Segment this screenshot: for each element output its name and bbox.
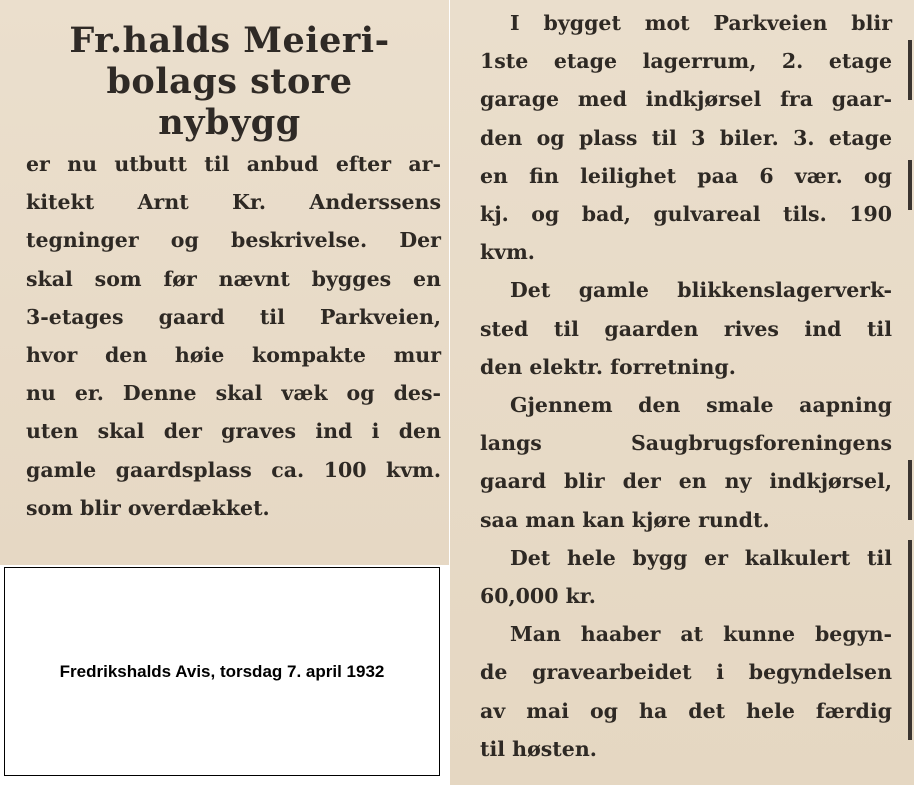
text-line: 1ste etage lagerrum, 2. etage — [480, 49, 892, 74]
text-line: 3-etages gaard til Parkveien, — [26, 304, 441, 329]
text-line: kvm. — [480, 240, 535, 265]
text-line: sted til gaarden rives ind til — [480, 316, 892, 341]
text-line: Det hele bygg er kalkulert til — [510, 545, 892, 570]
text-line: langs Saugbrugsforeningens — [480, 431, 892, 456]
column-rule-mark — [908, 540, 912, 740]
text-line: til høsten. — [480, 736, 597, 761]
text-line: hvor den høie kompakte mur — [26, 343, 441, 368]
text-line: skal som før nævnt bygges en — [26, 266, 441, 291]
text-line: Det gamle blikkenslagerverk- — [510, 278, 892, 303]
article-headline — [26, 20, 433, 143]
text-line: Man haaber at kunne begyn- — [510, 622, 892, 647]
text-line: garage med indkjørsel fra gaar- — [480, 87, 892, 112]
column-rule-mark — [908, 160, 912, 210]
column-rule-mark — [908, 40, 912, 100]
text-line: tegninger og beskrivelse. Der — [26, 228, 441, 253]
headline-line: bolags store — [106, 61, 353, 102]
headline-line: Fr.halds Meieri- — [69, 20, 390, 61]
text-line: en fin leilighet paa 6 vær. og — [480, 163, 892, 188]
newspaper-clipping-right — [450, 0, 914, 785]
text-line: nu er. Denne skal væk og des- — [26, 381, 441, 406]
text-line: kj. og bad, gulvareal tils. 190 — [480, 202, 892, 227]
left-column-text — [26, 145, 441, 527]
caption-box — [4, 567, 440, 776]
text-line: som blir overdækket. — [26, 495, 270, 520]
text-line: av mai og ha det hele færdig — [480, 698, 892, 723]
text-line: 60,000 kr. — [480, 584, 596, 609]
text-line: uten skal der graves ind i den — [26, 419, 441, 444]
text-line: den og plass til 3 biler. 3. etage — [480, 125, 892, 150]
text-line: de gravearbeidet i begyndelsen — [480, 660, 892, 685]
headline-line: nybygg — [158, 102, 301, 143]
text-line: er nu utbutt til anbud efter ar- — [26, 152, 441, 176]
text-line: gaard blir der en ny indkjørsel, — [480, 469, 892, 494]
text-line: den elektr. forretning. — [480, 354, 736, 379]
text-line: gamle gaardsplass ca. 100 kvm. — [26, 457, 441, 482]
text-line: Gjennem den smale aapning — [510, 393, 892, 418]
text-line: saa man kan kjøre rundt. — [480, 507, 770, 532]
caption-text: Fredrikshalds Avis, torsdag 7. april 1932 — [59, 661, 385, 681]
newspaper-clipping-left — [0, 0, 449, 565]
text-line: I bygget mot Parkveien blir — [510, 11, 892, 35]
text-line: kitekt Arnt Kr. Anderssens — [26, 190, 441, 215]
right-column-text — [480, 4, 892, 768]
column-rule-mark — [908, 460, 912, 520]
